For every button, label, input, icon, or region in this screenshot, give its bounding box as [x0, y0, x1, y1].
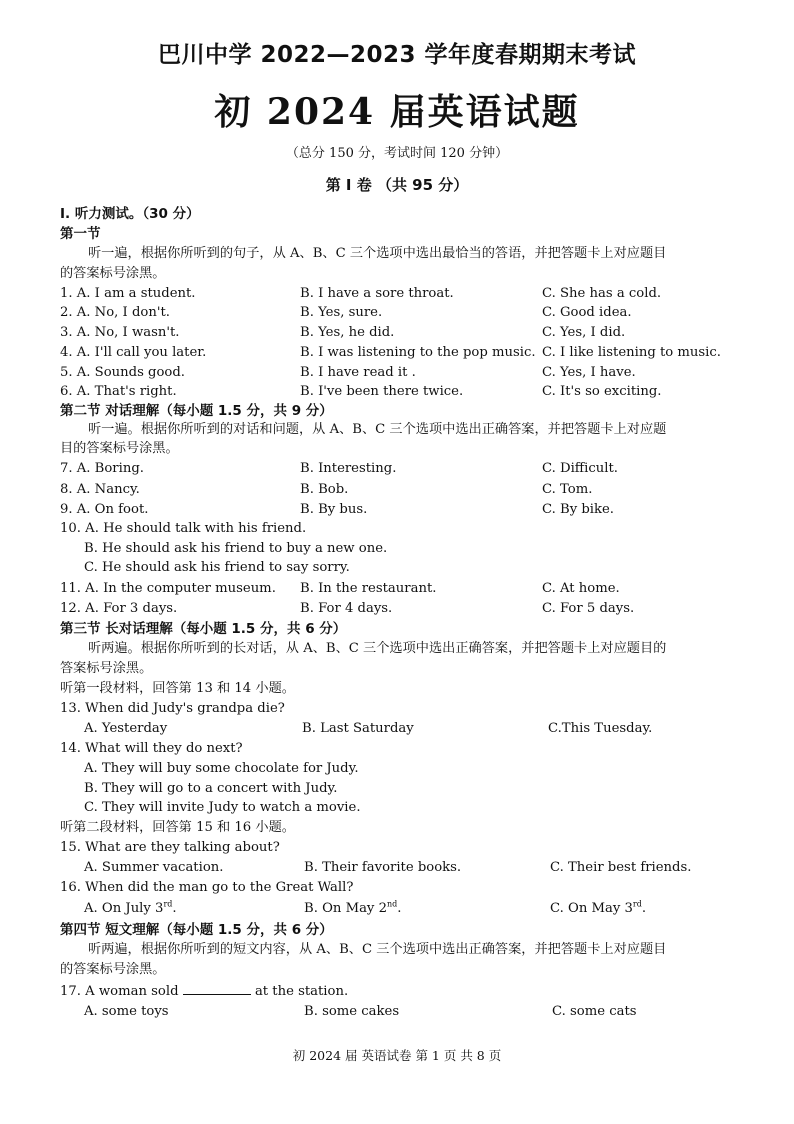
option-c: C. Their best friends. [550, 860, 692, 875]
option-a-end: . [172, 901, 177, 916]
option-c: C. By bike. [542, 502, 614, 517]
option-b: B. I have read it . [300, 365, 416, 380]
question-row-7 [60, 459, 770, 479]
option-a: 5. A. Sounds good. [60, 365, 185, 380]
question-14-option-c: C. They will invite Judy to watch a movie. [84, 800, 361, 815]
question-row-15 [60, 858, 770, 878]
option-c: C. She has a cold. [542, 286, 662, 301]
question-row-5 [60, 363, 770, 383]
question-14-option-b: B. They will go to a concert with Judy. [84, 781, 338, 796]
option-a: 6. A. That's right. [60, 384, 177, 399]
question-row-17 [60, 1002, 770, 1022]
option-c: C. Good idea. [542, 305, 632, 320]
section1-instruction-line1: 听一遍，根据你所听到的句子，从 A、B、C 三个选项中选出最恰当的答语，并把答题卡上对应题目 [88, 246, 667, 261]
option-c-text: C. On May 3 [550, 901, 633, 916]
paper-title: 初 2024 届英语试题 [214, 91, 580, 133]
option-b: B. By bus. [300, 502, 368, 517]
question-row-16 [60, 899, 770, 919]
option-b: B. In the restaurant. [300, 581, 437, 596]
listening-heading: Ⅰ. 听力测试。（30 分） [60, 206, 200, 222]
answer-blank [183, 982, 251, 995]
option-a: 9. A. On foot. [60, 502, 149, 517]
option-c: C. Yes, I have. [542, 365, 636, 380]
option-b [304, 899, 401, 919]
question-row-4 [60, 343, 770, 363]
question-10-option-a: 10. A. He should talk with his friend. [60, 521, 307, 536]
option-c: C. Difficult. [542, 461, 618, 476]
option-c: C. It's so exciting. [542, 384, 662, 399]
question-row-8 [60, 480, 770, 500]
question-row-6 [60, 382, 770, 402]
option-b: B. Bob. [300, 482, 349, 497]
section3-heading: 第三节 长对话理解（每小题 1.5 分，共 6 分） [60, 621, 347, 637]
option-b: B. some cakes [304, 1004, 400, 1019]
option-b: B. Yes, sure. [300, 305, 383, 320]
ordinal-suffix: nd [386, 899, 398, 909]
option-a: A. Yesterday [84, 721, 168, 736]
material-2-note: 听第二段材料，回答第 15 和 16 小题。 [60, 820, 295, 835]
material-1-note: 听第一段材料，回答第 13 和 14 小题。 [60, 681, 295, 696]
option-b: B. I've been there twice. [300, 384, 464, 399]
question-row-3 [60, 323, 770, 343]
option-c: C. Yes, I did. [542, 325, 626, 340]
question-14-stem: 14. What will they do next? [60, 741, 243, 756]
question-17-stem [60, 982, 770, 1002]
section2-instruction-line1: 听一遍。根据你所听到的对话和问题，从 A、B、C 三个选项中选出正确答案，并把答题卡上对应题 [88, 422, 667, 437]
question-row-11 [60, 579, 770, 599]
question-14-option-a: A. They will buy some chocolate for Judy. [84, 761, 359, 776]
option-c [550, 899, 646, 919]
option-c: C. some cats [552, 1004, 637, 1019]
ordinal-suffix: rd [632, 899, 642, 909]
question-17-stem-start: 17. A woman sold [60, 984, 179, 999]
option-c: C. I like listening to music. [542, 345, 721, 360]
option-b: B. For 4 days. [300, 601, 393, 616]
option-a: 8. A. Nancy. [60, 482, 140, 497]
option-b-text: B. On May 2 [304, 901, 387, 916]
option-a: A. Summer vacation. [84, 860, 224, 875]
option-c: C.This Tuesday. [548, 721, 653, 736]
section1-heading: 第一节 [60, 226, 101, 242]
option-a: 2. A. No, I don't. [60, 305, 170, 320]
question-row-13 [60, 719, 770, 739]
option-c-end: . [641, 901, 647, 916]
ordinal-suffix: rd [163, 899, 173, 909]
section4-instruction-line2: 的答案标号涂黑。 [60, 962, 166, 977]
school-exam-title: 巴川中学 2022—2023 学年度春期期末考试 [157, 42, 637, 68]
option-b: B. Their favorite books. [304, 860, 462, 875]
section2-instruction-line2: 目的答案标号涂黑。 [60, 441, 179, 456]
question-15-stem: 15. What are they talking about? [60, 840, 280, 855]
question-row-1 [60, 284, 770, 304]
section2-heading: 第二节 对话理解（每小题 1.5 分，共 9 分） [60, 403, 333, 419]
option-a: 11. A. In the computer museum. [60, 581, 276, 596]
question-17-stem-end: at the station. [254, 984, 349, 999]
option-a: 1. A. I am a student. [60, 286, 196, 301]
option-b: B. I was listening to the pop music. [300, 345, 536, 360]
option-b: B. Interesting. [300, 461, 397, 476]
option-b: B. I have a sore throat. [300, 286, 454, 301]
section3-instruction-line1: 听两遍。根据你所听到的长对话，从 A、B、C 三个选项中选出正确答案，并把答题卡上对应题目的 [88, 641, 667, 656]
option-c: C. At home. [542, 581, 620, 596]
question-10-option-b: B. He should ask his friend to buy a new one. [84, 541, 388, 556]
question-row-9 [60, 500, 770, 520]
option-a [84, 899, 177, 919]
option-b-end: . [397, 901, 402, 916]
option-a-text: A. On July 3 [84, 901, 164, 916]
question-10-option-c: C. He should ask his friend to say sorry. [84, 560, 350, 575]
option-a: 7. A. Boring. [60, 461, 144, 476]
question-row-12 [60, 599, 770, 619]
question-row-2 [60, 303, 770, 323]
section1-instruction-line2: 的答案标号涂黑。 [60, 266, 166, 281]
option-c: C. Tom. [542, 482, 593, 497]
option-a: 12. A. For 3 days. [60, 601, 178, 616]
question-16-stem: 16. When did the man go to the Great Wall? [60, 880, 354, 895]
option-b: B. Yes, he did. [300, 325, 395, 340]
section3-instruction-line2: 答案标号涂黑。 [60, 661, 153, 676]
score-time-note: （总分 150 分，考试时间 120 分钟） [285, 146, 509, 161]
option-b: B. Last Saturday [302, 721, 414, 736]
option-a: A. some toys [84, 1004, 169, 1019]
section4-instruction-line1: 听两遍，根据你所听到的短文内容，从 A、B、C 三个选项中选出正确答案，并把答题卡上对应题目 [88, 942, 667, 957]
page-footer: 初 2024 届 英语试卷 第 1 页 共 8 页 [292, 1048, 502, 1063]
section4-heading: 第四节 短文理解（每小题 1.5 分，共 6 分） [60, 922, 333, 938]
volume-heading: 第 Ⅰ 卷 （共 95 分） [325, 176, 469, 194]
question-13-stem: 13. When did Judy's grandpa die? [60, 701, 285, 716]
option-c: C. For 5 days. [542, 601, 635, 616]
option-a: 3. A. No, I wasn't. [60, 325, 180, 340]
option-a: 4. A. I'll call you later. [60, 345, 207, 360]
